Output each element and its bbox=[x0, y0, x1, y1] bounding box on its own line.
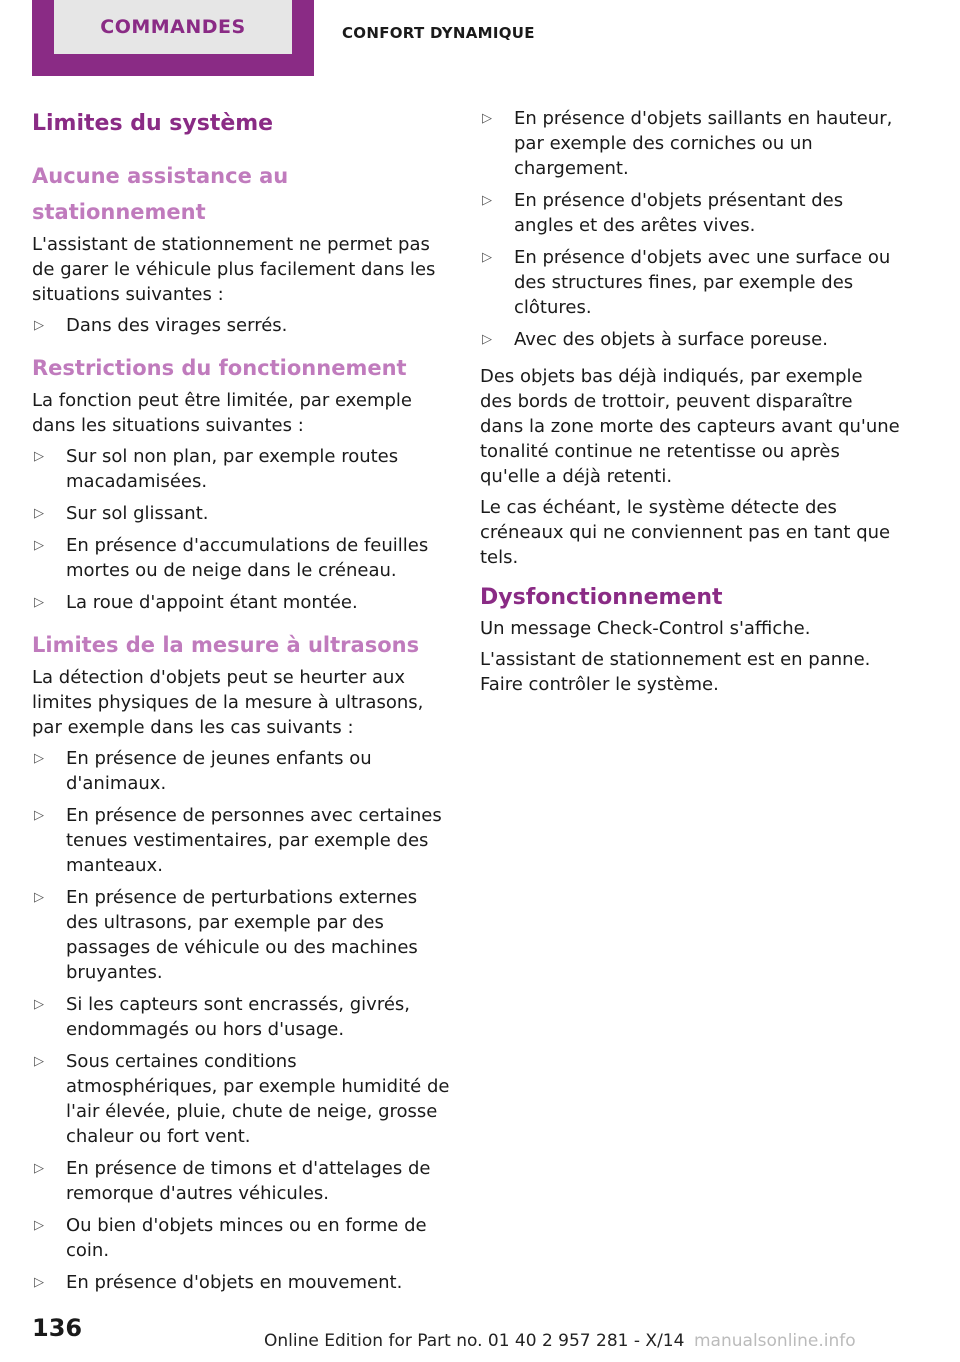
list-item: ▷ Avec des objets à surface poreuse. bbox=[482, 329, 828, 350]
tab-commandes-label: COMMANDES bbox=[54, 0, 292, 54]
list-item: ▷ En présence d'objets en mouvement. bbox=[34, 1272, 403, 1293]
triangle-bullet-icon: ▷ bbox=[34, 538, 44, 553]
triangle-bullet-icon: ▷ bbox=[34, 595, 44, 610]
bullet-list bbox=[32, 746, 452, 1295]
paragraph: L'assistant de stationnement ne permet pas de garer le véhicule plus facilement dans les situations suivantes : bbox=[32, 234, 436, 305]
triangle-bullet-icon: ▷ bbox=[34, 506, 44, 521]
paragraph: L'assistant de stationnement est en panne. Faire contrôler le système. bbox=[480, 649, 871, 695]
list-item: ▷ En présence d'objets avec une surface ou des structures fines, par exemple des clôtures. bbox=[482, 247, 891, 318]
list-item: ▷ En présence d'accumulations de feuilles mortes ou de neige dans le créneau. bbox=[34, 535, 429, 581]
page-number: 136 bbox=[32, 1314, 83, 1342]
triangle-bullet-icon: ▷ bbox=[482, 111, 492, 126]
tab-confort-dynamique[interactable]: CONFORT DYNAMIQUE bbox=[342, 24, 535, 42]
paragraph: La détection d'objets peut se heurter aux limites physiques de la mesure à ultrasons, par exemple dans les cas suivants : bbox=[32, 667, 424, 738]
list-item: ▷ Sur sol non plan, par exemple routes macadamisées. bbox=[34, 446, 399, 492]
triangle-bullet-icon: ▷ bbox=[34, 318, 44, 333]
subsection-heading-no-assistance: Aucune assistance au stationnement bbox=[32, 164, 289, 224]
left-column bbox=[32, 106, 452, 1307]
malfunction-heading: Dysfonctionnement bbox=[480, 585, 723, 610]
list-item: ▷ La roue d'appoint étant montée. bbox=[34, 592, 358, 613]
paragraph: Un message Check-Control s'affiche. bbox=[480, 618, 811, 639]
list-item: ▷ En présence de personnes avec certaines tenues vestimentaires, par exemple des manteaux. bbox=[34, 805, 442, 876]
triangle-bullet-icon: ▷ bbox=[34, 1218, 44, 1233]
triangle-bullet-icon: ▷ bbox=[34, 449, 44, 464]
list-item: ▷ Ou bien d'objets minces ou en forme de coin. bbox=[34, 1215, 427, 1261]
paragraph: Des objets bas déjà indiqués, par exemple des bords de trottoir, peuvent disparaître dans la zone morte des capteurs avant qu'une tonalité continue ne retentisse ou après qu'elle a déjà retenti. bbox=[480, 366, 900, 487]
subsection-heading-ultrasound-limits: Limites de la mesure à ultrasons bbox=[32, 633, 420, 657]
triangle-bullet-icon: ▷ bbox=[34, 1161, 44, 1176]
list-item: ▷ Sur sol glissant. bbox=[34, 503, 209, 524]
list-item: ▷ Sous certaines conditions atmosphériques, par exemple humidité de l'air élevée, pluie, chute de neige, grosse chaleur ou fort vent. bbox=[34, 1051, 450, 1147]
bullet-list bbox=[32, 313, 452, 338]
triangle-bullet-icon: ▷ bbox=[482, 250, 492, 265]
header-tabs bbox=[0, 0, 960, 80]
list-item: ▷ Si les capteurs sont encrassés, givrés, endommagés ou hors d'usage. bbox=[34, 994, 411, 1040]
triangle-bullet-icon: ▷ bbox=[34, 808, 44, 823]
list-item: ▷ En présence de timons et d'attelages de remorque d'autres véhicules. bbox=[34, 1158, 431, 1204]
list-item: ▷ En présence de jeunes enfants ou d'animaux. bbox=[34, 748, 372, 794]
list-item: ▷ Dans des virages serrés. bbox=[34, 315, 288, 336]
triangle-bullet-icon: ▷ bbox=[34, 1054, 44, 1069]
triangle-bullet-icon: ▷ bbox=[482, 193, 492, 208]
paragraph: La fonction peut être limitée, par exemple dans les situations suivantes : bbox=[32, 390, 412, 436]
section-title: Limites du système bbox=[32, 111, 274, 136]
list-item: ▷ En présence d'objets présentant des angles et des arêtes vives. bbox=[482, 190, 844, 236]
triangle-bullet-icon: ▷ bbox=[34, 890, 44, 905]
triangle-bullet-icon: ▷ bbox=[34, 1275, 44, 1290]
subsection-heading-restrictions: Restrictions du fonctionnement bbox=[32, 356, 407, 380]
paragraph: Le cas échéant, le système détecte des créneaux qui ne conviennent pas en tant que tels. bbox=[480, 497, 891, 568]
bullet-list bbox=[480, 106, 900, 352]
triangle-bullet-icon: ▷ bbox=[34, 751, 44, 766]
tab-commandes[interactable] bbox=[32, 0, 314, 76]
triangle-bullet-icon: ▷ bbox=[482, 332, 492, 347]
list-item: ▷ En présence de perturbations externes des ultrasons, par exemple par des passages de véhicule ou des machines bruyantes. bbox=[34, 887, 418, 983]
bullet-list bbox=[32, 444, 452, 615]
triangle-bullet-icon: ▷ bbox=[34, 997, 44, 1012]
edition-footer: Online Edition for Part no. 01 40 2 957 281 - X/14 bbox=[264, 1331, 685, 1351]
watermark: manualsonline.info bbox=[694, 1331, 856, 1351]
list-item: ▷ En présence d'objets saillants en hauteur, par exemple des corniches ou un chargement. bbox=[482, 108, 893, 179]
right-column bbox=[480, 106, 900, 703]
